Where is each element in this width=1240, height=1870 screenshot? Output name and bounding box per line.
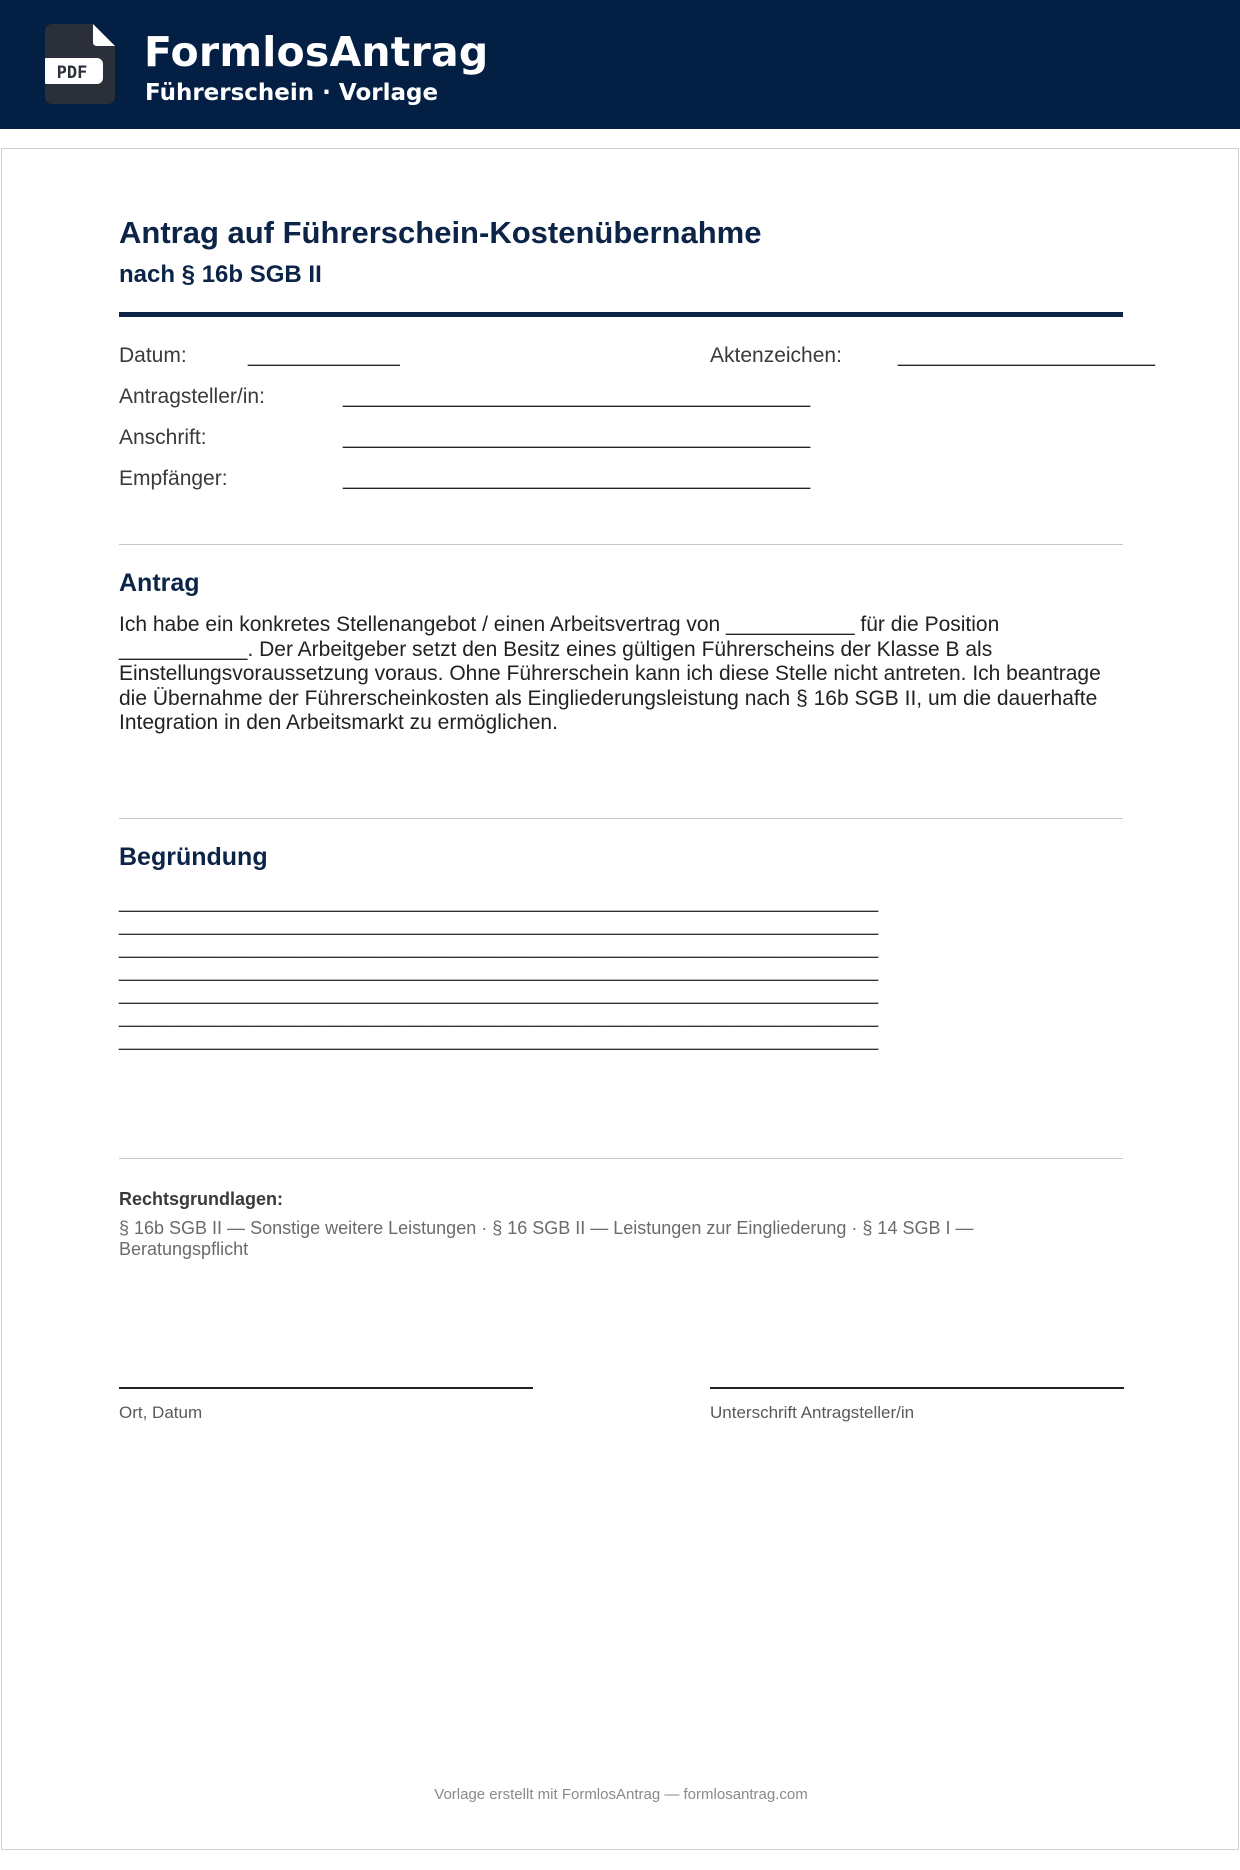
app-name: FormlosAntrag [144, 28, 489, 76]
anschrift-label: Anschrift: [119, 426, 207, 449]
anschrift-field[interactable]: ________________________________________ [343, 426, 811, 449]
pdf-file-icon [45, 24, 115, 104]
begruendung-lines[interactable]: _________________________________________________________________ _________________________________________________________________ _________________________________________________________________ _________________________________________________________________ _________________________________________________________________ _________________________________________________________________ _________________________________________________________________ [119, 890, 879, 1051]
datum-field[interactable]: _____________ [248, 344, 400, 367]
section-divider [119, 1158, 1123, 1159]
empfaenger-label: Empfänger: [119, 467, 228, 490]
begruendung-heading: Begründung [119, 843, 268, 871]
footer-note: Vorlage erstellt mit FormlosAntrag — formlosantrag.com [434, 1786, 808, 1803]
antragsteller-field[interactable]: ________________________________________ [343, 385, 811, 408]
antragsteller-label: Antragsteller/in: [119, 385, 265, 408]
app-header [0, 0, 1240, 129]
unterschrift-label: Unterschrift Antragsteller/in [710, 1403, 915, 1422]
empfaenger-field[interactable]: ________________________________________ [343, 467, 811, 490]
section-divider [119, 544, 1123, 545]
document-subtitle: nach § 16b SGB II [119, 261, 322, 288]
ort-datum-label: Ort, Datum [119, 1403, 203, 1422]
antrag-heading: Antrag [119, 569, 200, 597]
antrag-text: Ich habe ein konkretes Stellenangebot / einen Arbeitsvertrag von ___________ für die Position ___________. Der Arbeitgeber setzt den Besitz eines gültigen Führerscheins der Klasse B als Einstellungsvoraussetzung voraus. Ohne Führerschein kann ich diese Stelle nicht antreten. Ich beantrage die Übernahme der Führerscheinkosten als Eingliederungsleistung nach § 16b SGB II, um die dauerhafte Integration in den Arbeitsmarkt zu ermöglichen. [119, 613, 1101, 734]
section-divider [119, 818, 1123, 819]
aktenzeichen-label: Aktenzeichen: [710, 344, 842, 367]
signature-line-left [119, 1387, 533, 1389]
document-title: Antrag auf Führerschein-Kostenübernahme [119, 215, 762, 250]
datum-label: Datum: [119, 344, 187, 367]
rechtsgrundlagen-text: § 16b SGB II — Sonstige weitere Leistungen · § 16 SGB II — Leistungen zur Eingliederung · § 14 SGB I — Beratungspflicht [119, 1218, 974, 1259]
title-divider [119, 312, 1123, 317]
aktenzeichen-field[interactable]: ______________________ [898, 344, 1155, 367]
pdf-icon-label: PDF [56, 63, 88, 83]
app-subtitle: Führerschein · Vorlage [145, 80, 439, 106]
rechtsgrundlagen-heading: Rechtsgrundlagen: [119, 1189, 284, 1209]
signature-line-right [710, 1387, 1124, 1389]
document-page [1, 148, 1239, 1850]
